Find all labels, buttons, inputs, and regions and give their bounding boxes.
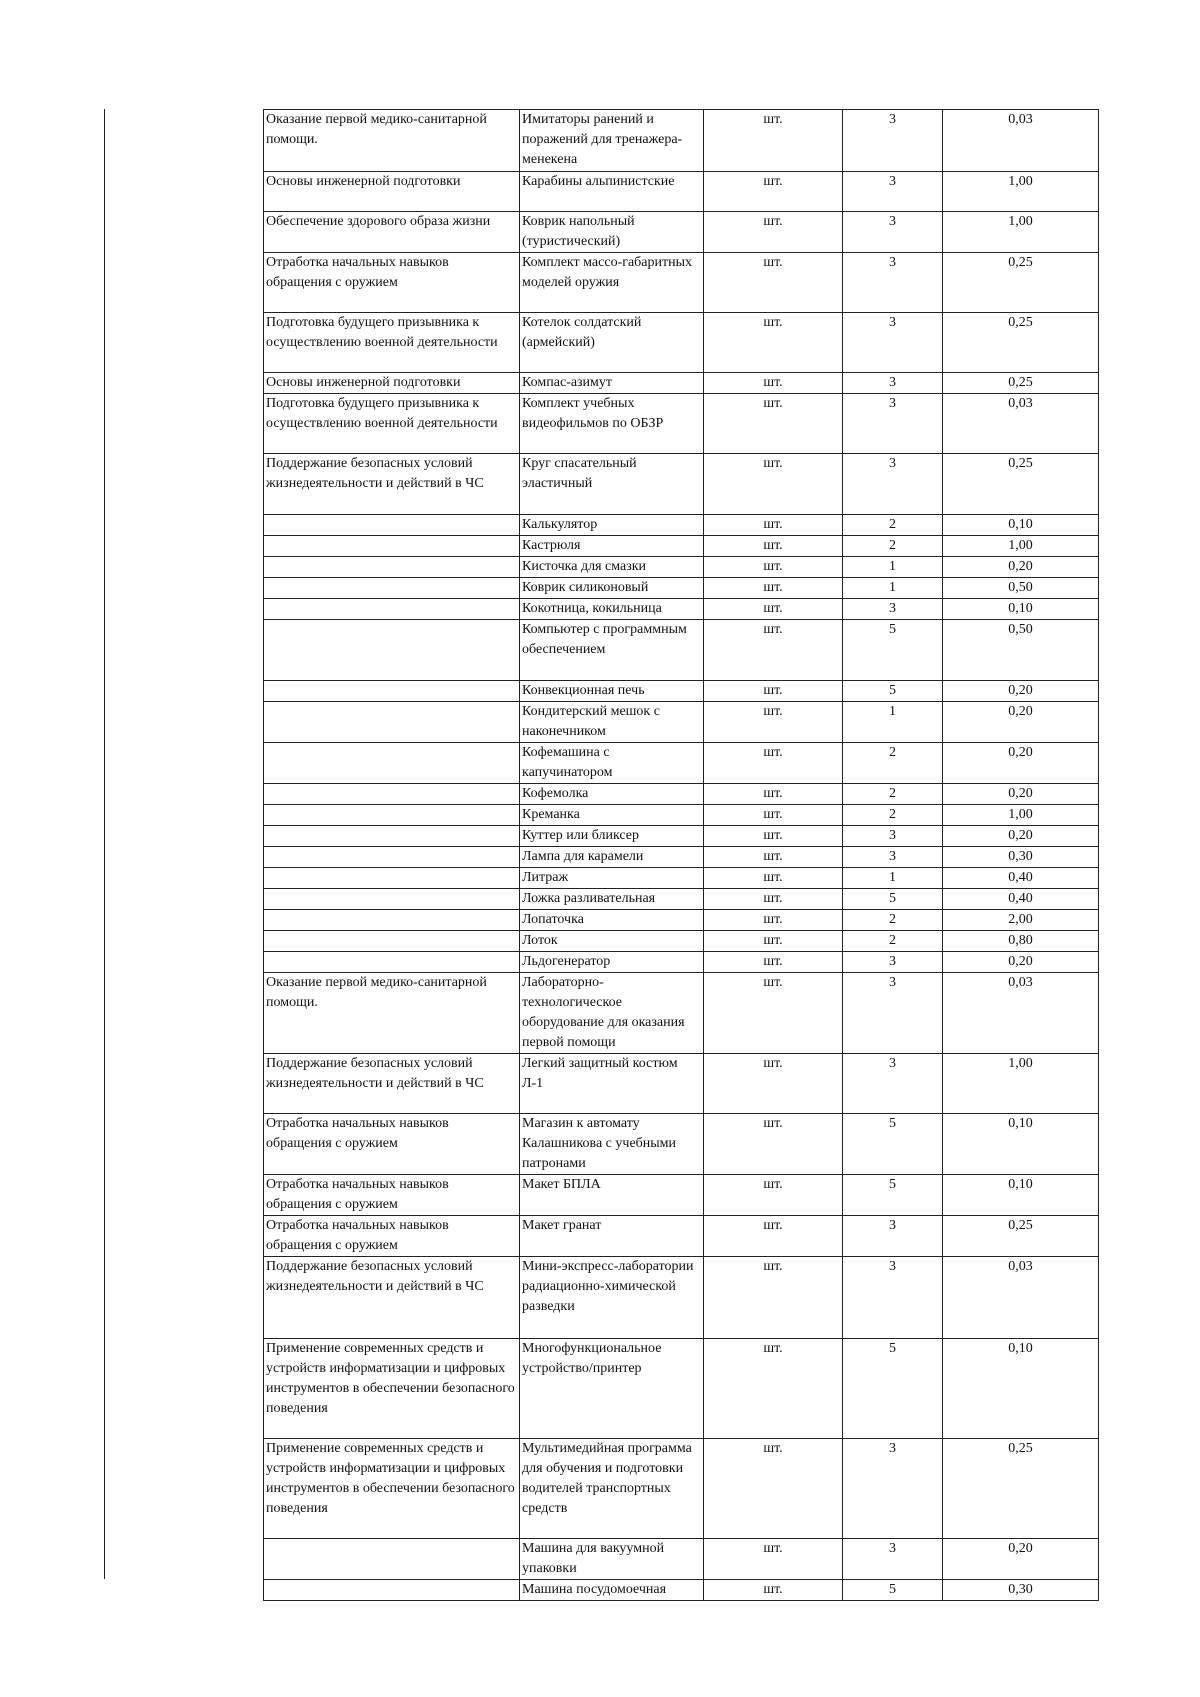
quantity-cell: 5: [843, 1339, 943, 1439]
quantity-cell: 5: [843, 1114, 943, 1175]
value-cell: 1,00: [943, 172, 1099, 212]
quantity-cell: 3: [843, 110, 943, 172]
section-cell: Основы инженерной подготовки: [264, 373, 520, 394]
section-cell: [264, 952, 520, 973]
unit-cell: шт.: [704, 536, 843, 557]
table-row: [264, 868, 1099, 889]
table-row: [264, 373, 1099, 394]
quantity-cell: 1: [843, 868, 943, 889]
value-cell: 0,03: [943, 1257, 1099, 1339]
unit-cell: шт.: [704, 681, 843, 702]
item-name-cell: Ложка разливательная: [520, 889, 704, 910]
table-row: [264, 973, 1099, 1054]
table-row: [264, 394, 1099, 454]
quantity-cell: 2: [843, 536, 943, 557]
value-cell: 0,10: [943, 1114, 1099, 1175]
quantity-cell: 3: [843, 952, 943, 973]
unit-cell: шт.: [704, 172, 843, 212]
quantity-cell: 1: [843, 578, 943, 599]
value-cell: 0,20: [943, 702, 1099, 743]
section-cell: Отработка начальных навыков обращения с оружием: [264, 1216, 520, 1257]
quantity-cell: 2: [843, 784, 943, 805]
table-row: [264, 784, 1099, 805]
item-name-cell: Круг спасательный эластичный: [520, 454, 704, 515]
unit-cell: шт.: [704, 1054, 843, 1114]
unit-cell: шт.: [704, 599, 843, 620]
unit-cell: шт.: [704, 373, 843, 394]
item-name-cell: Имитаторы ранений и поражений для тренажера-менекена: [520, 110, 704, 172]
item-name-cell: Комплект учебных видеофильмов по ОБЗР: [520, 394, 704, 454]
item-name-cell: Кофемолка: [520, 784, 704, 805]
value-cell: 0,50: [943, 620, 1099, 681]
unit-cell: шт.: [704, 805, 843, 826]
value-cell: 0,20: [943, 826, 1099, 847]
unit-cell: шт.: [704, 910, 843, 931]
item-name-cell: Машина посудомоечная: [520, 1580, 704, 1601]
value-cell: 0,20: [943, 784, 1099, 805]
value-cell: 1,00: [943, 805, 1099, 826]
quantity-cell: 3: [843, 1539, 943, 1580]
item-name-cell: Кисточка для смазки: [520, 557, 704, 578]
item-name-cell: Лоток: [520, 931, 704, 952]
section-cell: [264, 931, 520, 952]
unit-cell: шт.: [704, 1257, 843, 1339]
table-row: [264, 910, 1099, 931]
section-cell: [264, 536, 520, 557]
unit-cell: шт.: [704, 1175, 843, 1216]
table-row: [264, 805, 1099, 826]
unit-cell: шт.: [704, 454, 843, 515]
value-cell: 0,25: [943, 253, 1099, 313]
value-cell: 1,00: [943, 536, 1099, 557]
item-name-cell: Кокотница, кокильница: [520, 599, 704, 620]
value-cell: 0,80: [943, 931, 1099, 952]
section-cell: [264, 681, 520, 702]
table-row: [264, 1216, 1099, 1257]
value-cell: 0,03: [943, 973, 1099, 1054]
quantity-cell: 3: [843, 212, 943, 253]
quantity-cell: 5: [843, 620, 943, 681]
item-name-cell: Литраж: [520, 868, 704, 889]
section-cell: Применение современных средств и устройств информатизации и цифровых инструментов в обеспечении безопасного поведения: [264, 1339, 520, 1439]
unit-cell: шт.: [704, 847, 843, 868]
quantity-cell: 1: [843, 702, 943, 743]
quantity-cell: 5: [843, 681, 943, 702]
table-row: [264, 557, 1099, 578]
unit-cell: шт.: [704, 702, 843, 743]
value-cell: 0,10: [943, 1175, 1099, 1216]
unit-cell: шт.: [704, 1439, 843, 1539]
item-name-cell: Макет гранат: [520, 1216, 704, 1257]
item-name-cell: Кондитерский мешок с наконечником: [520, 702, 704, 743]
unit-cell: шт.: [704, 1216, 843, 1257]
item-name-cell: Лабораторно-технологическое оборудование для оказания первой помощи: [520, 973, 704, 1054]
quantity-cell: 3: [843, 394, 943, 454]
section-cell: Отработка начальных навыков обращения с оружием: [264, 1114, 520, 1175]
section-cell: Обеспечение здорового образа жизни: [264, 212, 520, 253]
quantity-cell: 3: [843, 1439, 943, 1539]
unit-cell: шт.: [704, 973, 843, 1054]
value-cell: 0,03: [943, 110, 1099, 172]
value-cell: 0,20: [943, 952, 1099, 973]
quantity-cell: 3: [843, 826, 943, 847]
value-cell: 0,25: [943, 1216, 1099, 1257]
item-name-cell: Коврик напольный (туристический): [520, 212, 704, 253]
section-cell: [264, 910, 520, 931]
quantity-cell: 5: [843, 1175, 943, 1216]
unit-cell: шт.: [704, 557, 843, 578]
item-name-cell: Котелок солдатский (армейский): [520, 313, 704, 373]
quantity-cell: 3: [843, 454, 943, 515]
quantity-cell: 3: [843, 973, 943, 1054]
section-cell: [264, 805, 520, 826]
quantity-cell: 2: [843, 910, 943, 931]
value-cell: 0,30: [943, 847, 1099, 868]
page-margin-line: [104, 109, 105, 1579]
unit-cell: шт.: [704, 1114, 843, 1175]
section-cell: Отработка начальных навыков обращения с оружием: [264, 253, 520, 313]
equipment-table-body: [264, 110, 1099, 1601]
quantity-cell: 1: [843, 557, 943, 578]
section-cell: [264, 868, 520, 889]
table-row: [264, 110, 1099, 172]
section-cell: [264, 702, 520, 743]
quantity-cell: 2: [843, 515, 943, 536]
value-cell: 0,25: [943, 313, 1099, 373]
item-name-cell: Кофемашина с капучинатором: [520, 743, 704, 784]
value-cell: 0,20: [943, 557, 1099, 578]
quantity-cell: 2: [843, 743, 943, 784]
item-name-cell: Мини-экспресс-лаборатории радиационно-химической разведки: [520, 1257, 704, 1339]
section-cell: [264, 784, 520, 805]
value-cell: 0,25: [943, 454, 1099, 515]
table-row: [264, 847, 1099, 868]
table-row: [264, 1339, 1099, 1439]
unit-cell: шт.: [704, 868, 843, 889]
quantity-cell: 3: [843, 253, 943, 313]
section-cell: [264, 826, 520, 847]
unit-cell: шт.: [704, 931, 843, 952]
table-row: [264, 454, 1099, 515]
table-row: [264, 578, 1099, 599]
value-cell: 0,40: [943, 889, 1099, 910]
section-cell: [264, 889, 520, 910]
unit-cell: шт.: [704, 578, 843, 599]
value-cell: 0,10: [943, 515, 1099, 536]
unit-cell: шт.: [704, 394, 843, 454]
section-cell: [264, 599, 520, 620]
item-name-cell: Кастрюля: [520, 536, 704, 557]
section-cell: [264, 557, 520, 578]
value-cell: 1,00: [943, 1054, 1099, 1114]
section-cell: Отработка начальных навыков обращения с оружием: [264, 1175, 520, 1216]
table-row: [264, 931, 1099, 952]
table-row: [264, 702, 1099, 743]
quantity-cell: 3: [843, 847, 943, 868]
item-name-cell: Магазин к автомату Калашникова с учебными патронами: [520, 1114, 704, 1175]
section-cell: [264, 620, 520, 681]
value-cell: 0,10: [943, 1339, 1099, 1439]
table-row: [264, 681, 1099, 702]
unit-cell: шт.: [704, 952, 843, 973]
item-name-cell: Лопаточка: [520, 910, 704, 931]
quantity-cell: 5: [843, 1580, 943, 1601]
section-cell: [264, 1580, 520, 1601]
quantity-cell: 3: [843, 373, 943, 394]
value-cell: 0,10: [943, 599, 1099, 620]
table-row: [264, 536, 1099, 557]
quantity-cell: 3: [843, 313, 943, 373]
table-row: [264, 172, 1099, 212]
table-row: [264, 743, 1099, 784]
table-row: [264, 826, 1099, 847]
value-cell: 0,03: [943, 394, 1099, 454]
section-cell: Основы инженерной подготовки: [264, 172, 520, 212]
unit-cell: шт.: [704, 110, 843, 172]
quantity-cell: 3: [843, 1054, 943, 1114]
item-name-cell: Конвекционная печь: [520, 681, 704, 702]
table-row: [264, 1439, 1099, 1539]
quantity-cell: 3: [843, 1257, 943, 1339]
unit-cell: шт.: [704, 743, 843, 784]
section-cell: [264, 743, 520, 784]
unit-cell: шт.: [704, 515, 843, 536]
item-name-cell: Легкий защитный костюм Л-1: [520, 1054, 704, 1114]
section-cell: Применение современных средств и устройств информатизации и цифровых инструментов в обеспечении безопасного поведения: [264, 1439, 520, 1539]
value-cell: 0,25: [943, 373, 1099, 394]
item-name-cell: Креманка: [520, 805, 704, 826]
item-name-cell: Коврик силиконовый: [520, 578, 704, 599]
section-cell: [264, 578, 520, 599]
table-row: [264, 313, 1099, 373]
value-cell: 0,20: [943, 1539, 1099, 1580]
table-row: [264, 515, 1099, 536]
section-cell: [264, 847, 520, 868]
unit-cell: шт.: [704, 784, 843, 805]
table-row: [264, 1580, 1099, 1601]
unit-cell: шт.: [704, 1339, 843, 1439]
section-cell: [264, 1539, 520, 1580]
table-row: [264, 253, 1099, 313]
table-row: [264, 952, 1099, 973]
section-cell: Подготовка будущего призывника к осуществлению военной деятельности: [264, 313, 520, 373]
item-name-cell: Машина для вакуумной упаковки: [520, 1539, 704, 1580]
item-name-cell: Многофункциональное устройство/принтер: [520, 1339, 704, 1439]
value-cell: 1,00: [943, 212, 1099, 253]
unit-cell: шт.: [704, 889, 843, 910]
unit-cell: шт.: [704, 253, 843, 313]
section-cell: Оказание первой медико-санитарной помощи.: [264, 110, 520, 172]
table-row: [264, 620, 1099, 681]
value-cell: 0,40: [943, 868, 1099, 889]
item-name-cell: Комплект массо-габаритных моделей оружия: [520, 253, 704, 313]
item-name-cell: Карабины альпинистские: [520, 172, 704, 212]
value-cell: 0,20: [943, 743, 1099, 784]
value-cell: 0,30: [943, 1580, 1099, 1601]
table-row: [264, 599, 1099, 620]
section-cell: Поддержание безопасных условий жизнедеятельности и действий в ЧС: [264, 1257, 520, 1339]
unit-cell: шт.: [704, 1539, 843, 1580]
unit-cell: шт.: [704, 1580, 843, 1601]
section-cell: Оказание первой медико-санитарной помощи.: [264, 973, 520, 1054]
item-name-cell: Калькулятор: [520, 515, 704, 536]
unit-cell: шт.: [704, 826, 843, 847]
section-cell: Подготовка будущего призывника к осуществлению военной деятельности: [264, 394, 520, 454]
item-name-cell: Мультимедийная программа для обучения и подготовки водителей транспортных средств: [520, 1439, 704, 1539]
unit-cell: шт.: [704, 620, 843, 681]
quantity-cell: 3: [843, 599, 943, 620]
quantity-cell: 3: [843, 1216, 943, 1257]
table-row: [264, 1114, 1099, 1175]
item-name-cell: Макет БПЛА: [520, 1175, 704, 1216]
item-name-cell: Льдогенератор: [520, 952, 704, 973]
value-cell: 0,20: [943, 681, 1099, 702]
table-row: [264, 1054, 1099, 1114]
section-cell: Поддержание безопасных условий жизнедеятельности и действий в ЧС: [264, 1054, 520, 1114]
item-name-cell: Компьютер с программным обеспечением: [520, 620, 704, 681]
item-name-cell: Куттер или бликсер: [520, 826, 704, 847]
table-row: [264, 1539, 1099, 1580]
unit-cell: шт.: [704, 212, 843, 253]
quantity-cell: 2: [843, 931, 943, 952]
equipment-table: [263, 109, 1099, 1601]
item-name-cell: Лампа для карамели: [520, 847, 704, 868]
value-cell: 2,00: [943, 910, 1099, 931]
quantity-cell: 3: [843, 172, 943, 212]
table-row: [264, 1257, 1099, 1339]
table-row: [264, 1175, 1099, 1216]
table-row: [264, 889, 1099, 910]
table-row: [264, 212, 1099, 253]
unit-cell: шт.: [704, 313, 843, 373]
item-name-cell: Компас-азимут: [520, 373, 704, 394]
value-cell: 0,25: [943, 1439, 1099, 1539]
quantity-cell: 2: [843, 805, 943, 826]
section-cell: Поддержание безопасных условий жизнедеятельности и действий в ЧС: [264, 454, 520, 515]
value-cell: 0,50: [943, 578, 1099, 599]
quantity-cell: 5: [843, 889, 943, 910]
section-cell: [264, 515, 520, 536]
